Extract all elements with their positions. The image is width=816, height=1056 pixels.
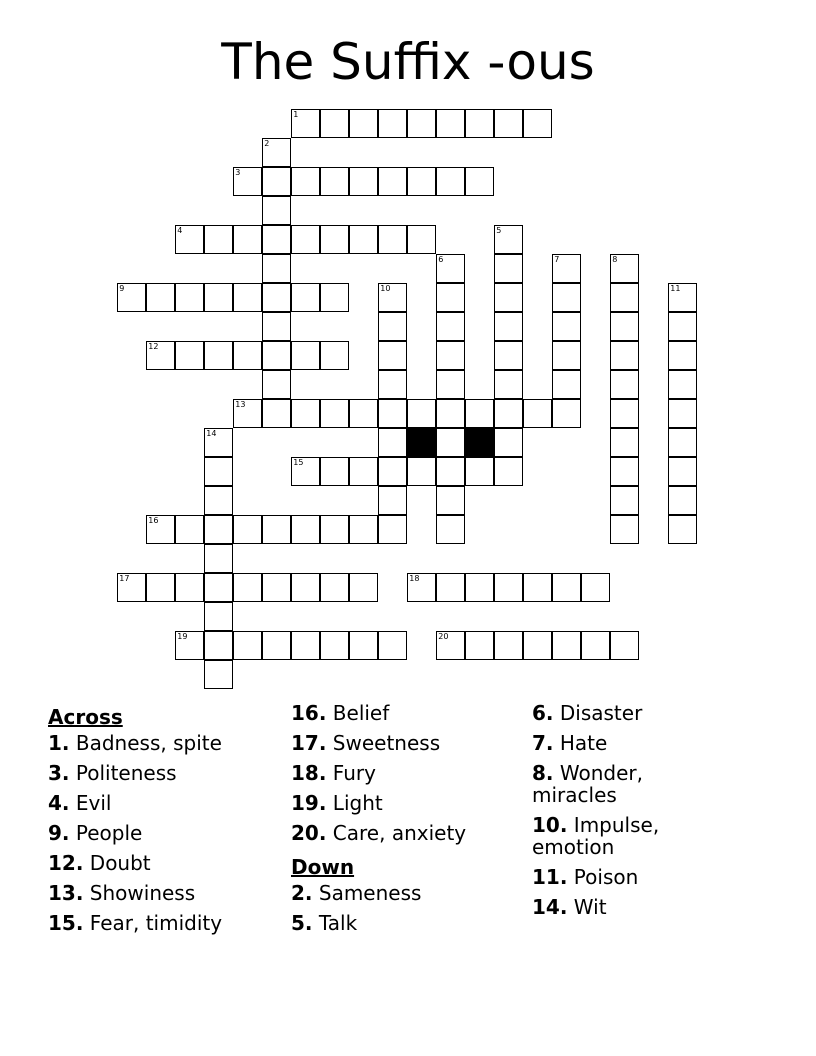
grid-cell[interactable] bbox=[262, 341, 291, 370]
grid-cell[interactable] bbox=[552, 254, 581, 283]
grid-cell[interactable] bbox=[233, 631, 262, 660]
grid-cell[interactable] bbox=[610, 515, 639, 544]
grid-cell[interactable] bbox=[407, 573, 436, 602]
clue-number: 18 bbox=[409, 574, 420, 584]
grid-cell[interactable] bbox=[436, 167, 465, 196]
grid-cell[interactable] bbox=[378, 167, 407, 196]
grid-cell[interactable] bbox=[494, 573, 523, 602]
grid-cell[interactable] bbox=[378, 486, 407, 515]
grid-cell[interactable] bbox=[494, 428, 523, 457]
clue-label-number: 9. bbox=[48, 821, 70, 845]
clue-item bbox=[532, 702, 682, 724]
clue-item bbox=[532, 814, 682, 858]
grid-cell[interactable] bbox=[436, 457, 465, 486]
grid-cell[interactable] bbox=[465, 167, 494, 196]
clue-text: Badness, spite bbox=[75, 731, 222, 755]
grid-cell[interactable] bbox=[436, 515, 465, 544]
grid-cell[interactable] bbox=[378, 341, 407, 370]
grid-cell[interactable] bbox=[146, 573, 175, 602]
clue-text: Sameness bbox=[318, 881, 422, 905]
grid-cell[interactable] bbox=[262, 196, 291, 225]
grid-cell[interactable] bbox=[204, 631, 233, 660]
grid-cell[interactable] bbox=[552, 283, 581, 312]
clue-label-number: 3. bbox=[48, 761, 70, 785]
clue-text: Talk bbox=[318, 911, 358, 935]
grid-cell[interactable] bbox=[407, 109, 436, 138]
grid-cell[interactable] bbox=[175, 573, 204, 602]
clue-text: Politeness bbox=[75, 761, 177, 785]
grid-cell[interactable] bbox=[233, 283, 262, 312]
clue-number: 19 bbox=[177, 632, 188, 642]
grid-cell[interactable] bbox=[610, 399, 639, 428]
clue-number: 3 bbox=[235, 168, 241, 178]
grid-cell[interactable] bbox=[320, 457, 349, 486]
grid-cell[interactable] bbox=[291, 457, 320, 486]
grid-cell[interactable] bbox=[552, 631, 581, 660]
grid-cell[interactable] bbox=[523, 109, 552, 138]
grid-cell[interactable] bbox=[204, 544, 233, 573]
grid-cell[interactable] bbox=[146, 283, 175, 312]
grid-cell[interactable] bbox=[349, 573, 378, 602]
clue-number: 1 bbox=[293, 110, 299, 120]
clue-number: 17 bbox=[119, 574, 130, 584]
clue-number: 13 bbox=[235, 400, 246, 410]
grid-cell[interactable] bbox=[320, 515, 349, 544]
clue-item bbox=[532, 896, 682, 918]
clue-label-number: 12. bbox=[48, 851, 84, 875]
grid-cell[interactable] bbox=[610, 254, 639, 283]
grid-cell[interactable] bbox=[291, 109, 320, 138]
across-header: Across bbox=[48, 705, 123, 729]
grid-cell[interactable] bbox=[117, 283, 146, 312]
clue-label-number: 10. bbox=[532, 813, 568, 837]
grid-cell[interactable] bbox=[233, 225, 262, 254]
grid-cell[interactable] bbox=[320, 631, 349, 660]
clue-number: 6 bbox=[438, 255, 444, 265]
grid-cell[interactable] bbox=[204, 341, 233, 370]
grid-cell[interactable] bbox=[610, 312, 639, 341]
grid-cell[interactable] bbox=[610, 631, 639, 660]
grid-cell[interactable] bbox=[320, 341, 349, 370]
grid-cell[interactable] bbox=[233, 515, 262, 544]
grid-cell[interactable] bbox=[552, 573, 581, 602]
grid-cell[interactable] bbox=[291, 573, 320, 602]
clue-number: 16 bbox=[148, 516, 159, 526]
grid-cell[interactable] bbox=[291, 341, 320, 370]
clue-number: 8 bbox=[612, 255, 618, 265]
grid-cell[interactable] bbox=[407, 167, 436, 196]
clue-text: People bbox=[75, 821, 143, 845]
grid-cell[interactable] bbox=[320, 399, 349, 428]
clue-item bbox=[48, 852, 278, 874]
grid-block bbox=[407, 428, 436, 457]
grid-cell[interactable] bbox=[436, 254, 465, 283]
grid-cell[interactable] bbox=[175, 341, 204, 370]
grid-cell[interactable] bbox=[494, 399, 523, 428]
grid-cell[interactable] bbox=[436, 370, 465, 399]
grid-cell[interactable] bbox=[204, 457, 233, 486]
grid-cell[interactable] bbox=[378, 225, 407, 254]
grid-cell[interactable] bbox=[349, 167, 378, 196]
grid-cell[interactable] bbox=[436, 283, 465, 312]
grid-cell[interactable] bbox=[349, 631, 378, 660]
grid-cell[interactable] bbox=[146, 341, 175, 370]
clue-label-number: 1. bbox=[48, 731, 70, 755]
clue-item bbox=[48, 822, 278, 844]
grid-cell[interactable] bbox=[175, 515, 204, 544]
clues-column-3 bbox=[532, 702, 682, 926]
grid-cell[interactable] bbox=[175, 631, 204, 660]
grid-cell[interactable] bbox=[407, 399, 436, 428]
grid-cell[interactable] bbox=[204, 225, 233, 254]
grid-cell[interactable] bbox=[436, 486, 465, 515]
grid-cell[interactable] bbox=[494, 225, 523, 254]
grid-cell[interactable] bbox=[668, 312, 697, 341]
grid-cell[interactable] bbox=[204, 428, 233, 457]
grid-cell[interactable] bbox=[291, 515, 320, 544]
grid-cell[interactable] bbox=[436, 109, 465, 138]
grid-cell[interactable] bbox=[407, 225, 436, 254]
clue-item bbox=[291, 912, 521, 934]
clue-text: Belief bbox=[332, 701, 390, 725]
grid-cell[interactable] bbox=[233, 341, 262, 370]
grid-cell[interactable] bbox=[436, 312, 465, 341]
grid-cell[interactable] bbox=[291, 283, 320, 312]
clue-text: Showiness bbox=[89, 881, 196, 905]
clue-text: Impulse, emotion bbox=[532, 813, 660, 859]
grid-cell[interactable] bbox=[378, 312, 407, 341]
grid-cell[interactable] bbox=[552, 341, 581, 370]
grid-cell[interactable] bbox=[494, 457, 523, 486]
clue-item bbox=[291, 822, 521, 844]
clue-item bbox=[48, 912, 278, 934]
clue-label-number: 8. bbox=[532, 761, 554, 785]
grid-cell[interactable] bbox=[610, 457, 639, 486]
grid-cell[interactable] bbox=[291, 225, 320, 254]
grid-cell[interactable] bbox=[465, 573, 494, 602]
clue-label-number: 13. bbox=[48, 881, 84, 905]
clue-item bbox=[291, 792, 521, 814]
clue-text: Care, anxiety bbox=[332, 821, 467, 845]
grid-cell[interactable] bbox=[494, 254, 523, 283]
grid-cell[interactable] bbox=[146, 515, 175, 544]
clue-label-number: 7. bbox=[532, 731, 554, 755]
grid-cell[interactable] bbox=[262, 312, 291, 341]
grid-cell[interactable] bbox=[668, 283, 697, 312]
grid-cell[interactable] bbox=[465, 399, 494, 428]
grid-cell[interactable] bbox=[233, 167, 262, 196]
clue-number: 15 bbox=[293, 458, 304, 468]
clue-label-number: 20. bbox=[291, 821, 327, 845]
clue-label-number: 11. bbox=[532, 865, 568, 889]
grid-cell[interactable] bbox=[378, 399, 407, 428]
grid-cell[interactable] bbox=[349, 515, 378, 544]
grid-cell[interactable] bbox=[262, 167, 291, 196]
grid-cell[interactable] bbox=[610, 428, 639, 457]
grid-cell[interactable] bbox=[668, 457, 697, 486]
grid-cell[interactable] bbox=[378, 457, 407, 486]
clue-number: 20 bbox=[438, 632, 449, 642]
clue-number: 12 bbox=[148, 342, 159, 352]
down-header: Down bbox=[291, 855, 355, 879]
clue-text: Doubt bbox=[89, 851, 151, 875]
clue-label-number: 4. bbox=[48, 791, 70, 815]
grid-cell[interactable] bbox=[262, 225, 291, 254]
grid-cell[interactable] bbox=[175, 283, 204, 312]
grid-cell[interactable] bbox=[204, 660, 233, 689]
grid-cell[interactable] bbox=[436, 573, 465, 602]
grid-cell[interactable] bbox=[262, 138, 291, 167]
grid-cell[interactable] bbox=[378, 428, 407, 457]
grid-cell[interactable] bbox=[436, 428, 465, 457]
clue-text: Disaster bbox=[559, 701, 643, 725]
grid-cell[interactable] bbox=[204, 486, 233, 515]
grid-cell[interactable] bbox=[349, 399, 378, 428]
grid-cell[interactable] bbox=[494, 631, 523, 660]
clues-column-1 bbox=[48, 702, 278, 942]
grid-cell[interactable] bbox=[494, 312, 523, 341]
grid-cell[interactable] bbox=[436, 341, 465, 370]
grid-cell[interactable] bbox=[204, 602, 233, 631]
grid-cell[interactable] bbox=[262, 399, 291, 428]
clue-item bbox=[291, 732, 521, 754]
clue-item bbox=[532, 866, 682, 888]
grid-cell[interactable] bbox=[233, 399, 262, 428]
clue-label-number: 14. bbox=[532, 895, 568, 919]
grid-cell[interactable] bbox=[581, 631, 610, 660]
grid-cell[interactable] bbox=[204, 283, 233, 312]
clue-text: Fury bbox=[332, 761, 376, 785]
grid-cell[interactable] bbox=[378, 370, 407, 399]
grid-cell[interactable] bbox=[320, 167, 349, 196]
grid-cell[interactable] bbox=[494, 341, 523, 370]
grid-cell[interactable] bbox=[378, 515, 407, 544]
clue-label-number: 18. bbox=[291, 761, 327, 785]
clue-number: 5 bbox=[496, 226, 502, 236]
clue-item bbox=[48, 792, 278, 814]
grid-cell[interactable] bbox=[320, 225, 349, 254]
puzzle-title: The Suffix -ous bbox=[221, 33, 595, 91]
grid-cell[interactable] bbox=[610, 370, 639, 399]
grid-cell[interactable] bbox=[494, 283, 523, 312]
grid-cell[interactable] bbox=[494, 109, 523, 138]
grid-cell[interactable] bbox=[262, 370, 291, 399]
grid-cell[interactable] bbox=[378, 283, 407, 312]
grid-cell[interactable] bbox=[204, 573, 233, 602]
clue-number: 7 bbox=[554, 255, 560, 265]
grid-cell[interactable] bbox=[349, 457, 378, 486]
clue-item bbox=[48, 762, 278, 784]
grid-block bbox=[465, 428, 494, 457]
grid-cell[interactable] bbox=[262, 283, 291, 312]
grid-cell[interactable] bbox=[523, 399, 552, 428]
clues-column-2 bbox=[291, 702, 521, 942]
grid-cell[interactable] bbox=[436, 631, 465, 660]
grid-cell[interactable] bbox=[552, 312, 581, 341]
clue-item bbox=[291, 702, 521, 724]
grid-cell[interactable] bbox=[291, 631, 320, 660]
clue-text: Wonder, miracles bbox=[532, 761, 643, 807]
grid-cell[interactable] bbox=[523, 573, 552, 602]
clue-number: 4 bbox=[177, 226, 183, 236]
grid-cell[interactable] bbox=[668, 399, 697, 428]
grid-cell[interactable] bbox=[204, 515, 233, 544]
clue-label-number: 2. bbox=[291, 881, 313, 905]
clue-text: Hate bbox=[559, 731, 608, 755]
grid-cell[interactable] bbox=[610, 341, 639, 370]
grid-cell[interactable] bbox=[668, 370, 697, 399]
grid-cell[interactable] bbox=[117, 573, 146, 602]
grid-cell[interactable] bbox=[523, 631, 552, 660]
clue-label-number: 17. bbox=[291, 731, 327, 755]
clue-label-number: 15. bbox=[48, 911, 84, 935]
grid-cell[interactable] bbox=[668, 341, 697, 370]
grid-cell[interactable] bbox=[262, 573, 291, 602]
grid-cell[interactable] bbox=[668, 515, 697, 544]
grid-cell[interactable] bbox=[465, 457, 494, 486]
grid-cell[interactable] bbox=[552, 399, 581, 428]
grid-cell[interactable] bbox=[233, 573, 262, 602]
grid-cell[interactable] bbox=[465, 631, 494, 660]
grid-cell[interactable] bbox=[407, 457, 436, 486]
clue-text: Fear, timidity bbox=[89, 911, 223, 935]
grid-cell[interactable] bbox=[349, 109, 378, 138]
grid-cell[interactable] bbox=[349, 225, 378, 254]
clue-label-number: 6. bbox=[532, 701, 554, 725]
clue-item bbox=[291, 762, 521, 784]
clue-text: Poison bbox=[573, 865, 639, 889]
grid-cell[interactable] bbox=[610, 283, 639, 312]
grid-cell[interactable] bbox=[552, 370, 581, 399]
clue-number: 9 bbox=[119, 284, 125, 294]
grid-cell[interactable] bbox=[262, 631, 291, 660]
grid-cell[interactable] bbox=[320, 573, 349, 602]
grid-cell[interactable] bbox=[436, 399, 465, 428]
clue-text: Light bbox=[332, 791, 383, 815]
grid-cell[interactable] bbox=[668, 486, 697, 515]
clue-text: Wit bbox=[573, 895, 607, 919]
grid-cell[interactable] bbox=[378, 631, 407, 660]
grid-cell[interactable] bbox=[668, 428, 697, 457]
clue-text: Sweetness bbox=[332, 731, 441, 755]
grid-cell[interactable] bbox=[465, 109, 494, 138]
clue-number: 14 bbox=[206, 429, 217, 439]
clue-number: 10 bbox=[380, 284, 391, 294]
grid-cell[interactable] bbox=[378, 109, 407, 138]
grid-cell[interactable] bbox=[494, 370, 523, 399]
grid-cell[interactable] bbox=[320, 283, 349, 312]
clue-item bbox=[532, 732, 682, 754]
clue-label-number: 19. bbox=[291, 791, 327, 815]
grid-cell[interactable] bbox=[291, 399, 320, 428]
clue-number: 2 bbox=[264, 139, 270, 149]
clue-text: Evil bbox=[75, 791, 112, 815]
clue-item bbox=[532, 762, 682, 806]
grid-cell[interactable] bbox=[320, 109, 349, 138]
clue-label-number: 16. bbox=[291, 701, 327, 725]
clue-item bbox=[48, 732, 278, 754]
grid-cell[interactable] bbox=[610, 486, 639, 515]
clue-item bbox=[48, 882, 278, 904]
grid-cell[interactable] bbox=[262, 515, 291, 544]
grid-cell[interactable] bbox=[262, 254, 291, 283]
clue-label-number: 5. bbox=[291, 911, 313, 935]
clue-item bbox=[291, 882, 521, 904]
clue-number: 11 bbox=[670, 284, 681, 294]
grid-cell[interactable] bbox=[175, 225, 204, 254]
grid-cell[interactable] bbox=[581, 573, 610, 602]
grid-cell[interactable] bbox=[291, 167, 320, 196]
